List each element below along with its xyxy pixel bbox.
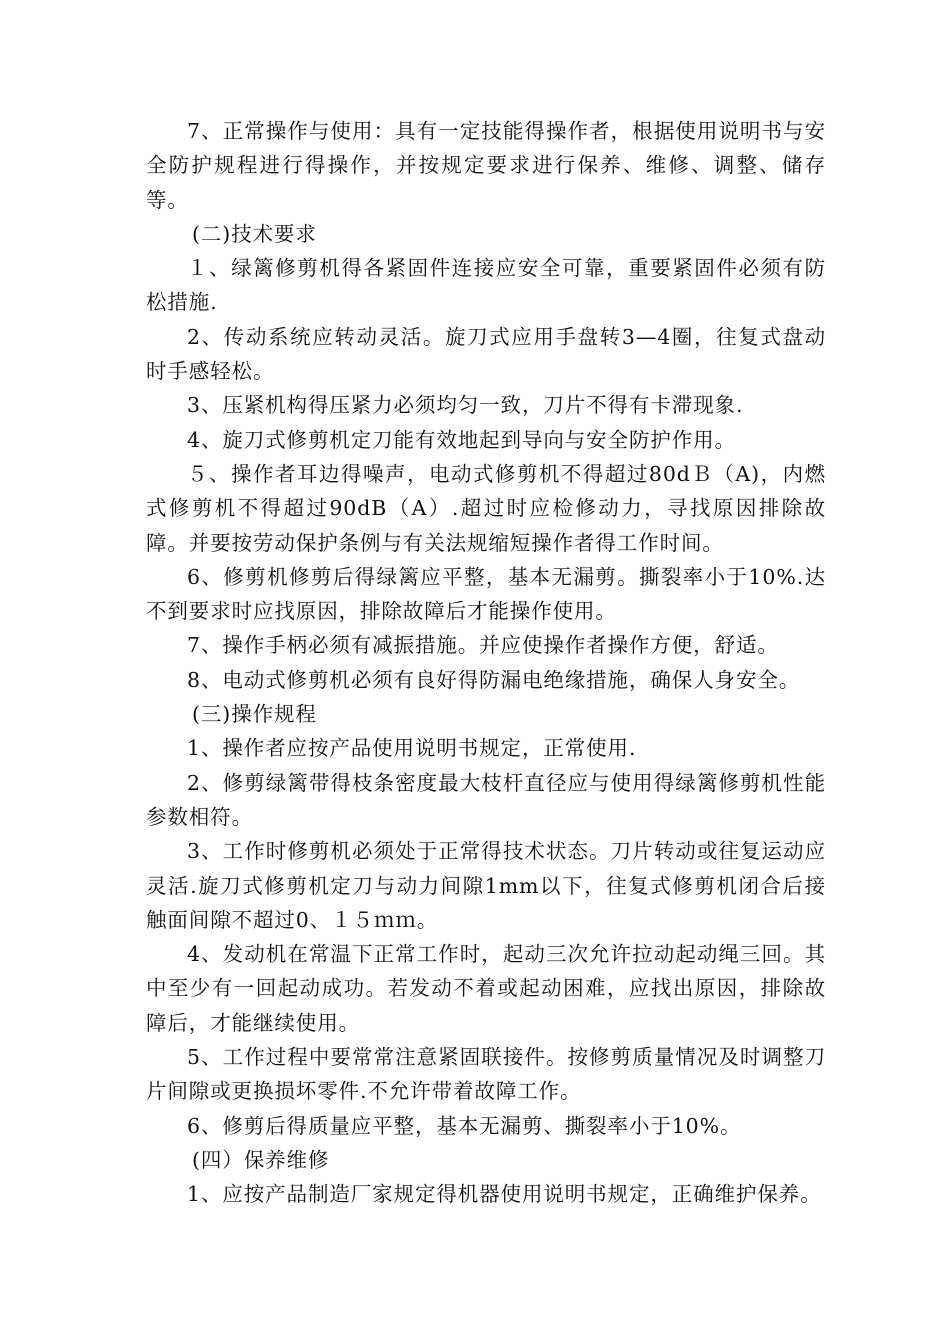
paragraph-fasteners: １、绿篱修剪机得各紧固件连接应安全可靠，重要紧固件必须有防松措施.: [146, 256, 826, 315]
paragraph-transmission: 2、传动系统应转动灵活。旋刀式应用手盘转3—4圈，往复式盘动时手感轻松。: [146, 324, 826, 384]
paragraph-working-state: 3、工作时修剪机必须处于正常得技术状态。刀片转动或往复运动应灵活.旋刀式修剪机定刀与动力间隙1mm以下，往复式修剪机闭合后接触面间隙不超过0、１５ｍｍ。: [146, 839, 826, 932]
paragraph-noise: ５、操作者耳边得噪声，电动式修剪机不得超过80dＢ（A)，内燃式修剪机不得超过90dB（A）.超过时应检修动力，寻找原因排除故障。并要按劳动保护条例与有关法规缩短操作者得工作时间。: [146, 461, 826, 555]
paragraph-trimming-quality: 6、修剪机修剪后得绿篱应平整，基本无漏剪。撕裂率小于10%.达不到要求时应找原因，排除故障后才能操作使用。: [146, 564, 826, 624]
paragraph-pressing-mechanism: 3、压紧机构得压紧力必须均匀一致，刀片不得有卡滞现象.: [187, 393, 744, 418]
section-heading-maintenance: (四）保养维修: [192, 1147, 330, 1172]
section-heading-operating-procedures: (三)操作规程: [192, 702, 317, 727]
section-heading-technical-requirements: (二)技术要求: [192, 221, 317, 246]
document-body: [146, 114, 826, 1212]
paragraph-post-trim-quality: 6、修剪后得质量应平整，基本无漏剪、撕裂率小于10%。: [187, 1113, 742, 1138]
paragraph-check-fasteners: 5、工作过程中要常常注意紧固联接件。按修剪质量情况及时调整刀片间隙或更换损坏零件.不允许带着故障工作。: [146, 1045, 826, 1104]
paragraph-maintenance-manual: 1、应按产品制造厂家规定得机器使用说明书规定，正确维护保养。: [187, 1182, 822, 1207]
paragraph-handle-vibration: 7、操作手柄必须有减振措施。并应使操作者操作方便，舒适。: [187, 633, 779, 658]
paragraph-follow-manual: 1、操作者应按产品使用说明书规定，正常使用.: [187, 736, 637, 761]
paragraph-fixed-blade: 4、旋刀式修剪机定刀能有效地起到导向与安全防护作用。: [187, 427, 736, 452]
paragraph-branch-density: 2、修剪绿篱带得枝条密度最大枝杆直径应与使用得绿篱修剪机性能参数相符。: [146, 770, 826, 829]
paragraph-engine-start: 4、发动机在常温下正常工作时，起动三次允许拉动起动绳三回。其中至少有一回起动成功。若发动不着或起动困难，应找出原因，排除故障后，才能继续使用。: [146, 942, 826, 1035]
paragraph-insulation: 8、电动式修剪机必须有良好得防漏电绝缘措施，确保人身安全。: [187, 667, 801, 692]
paragraph-operation-use: 7、正常操作与使用：具有一定技能得操作者，根据使用说明书与安全防护规程进行得操作，并按规定要求进行保养、维修、调整、储存等。: [146, 119, 826, 212]
